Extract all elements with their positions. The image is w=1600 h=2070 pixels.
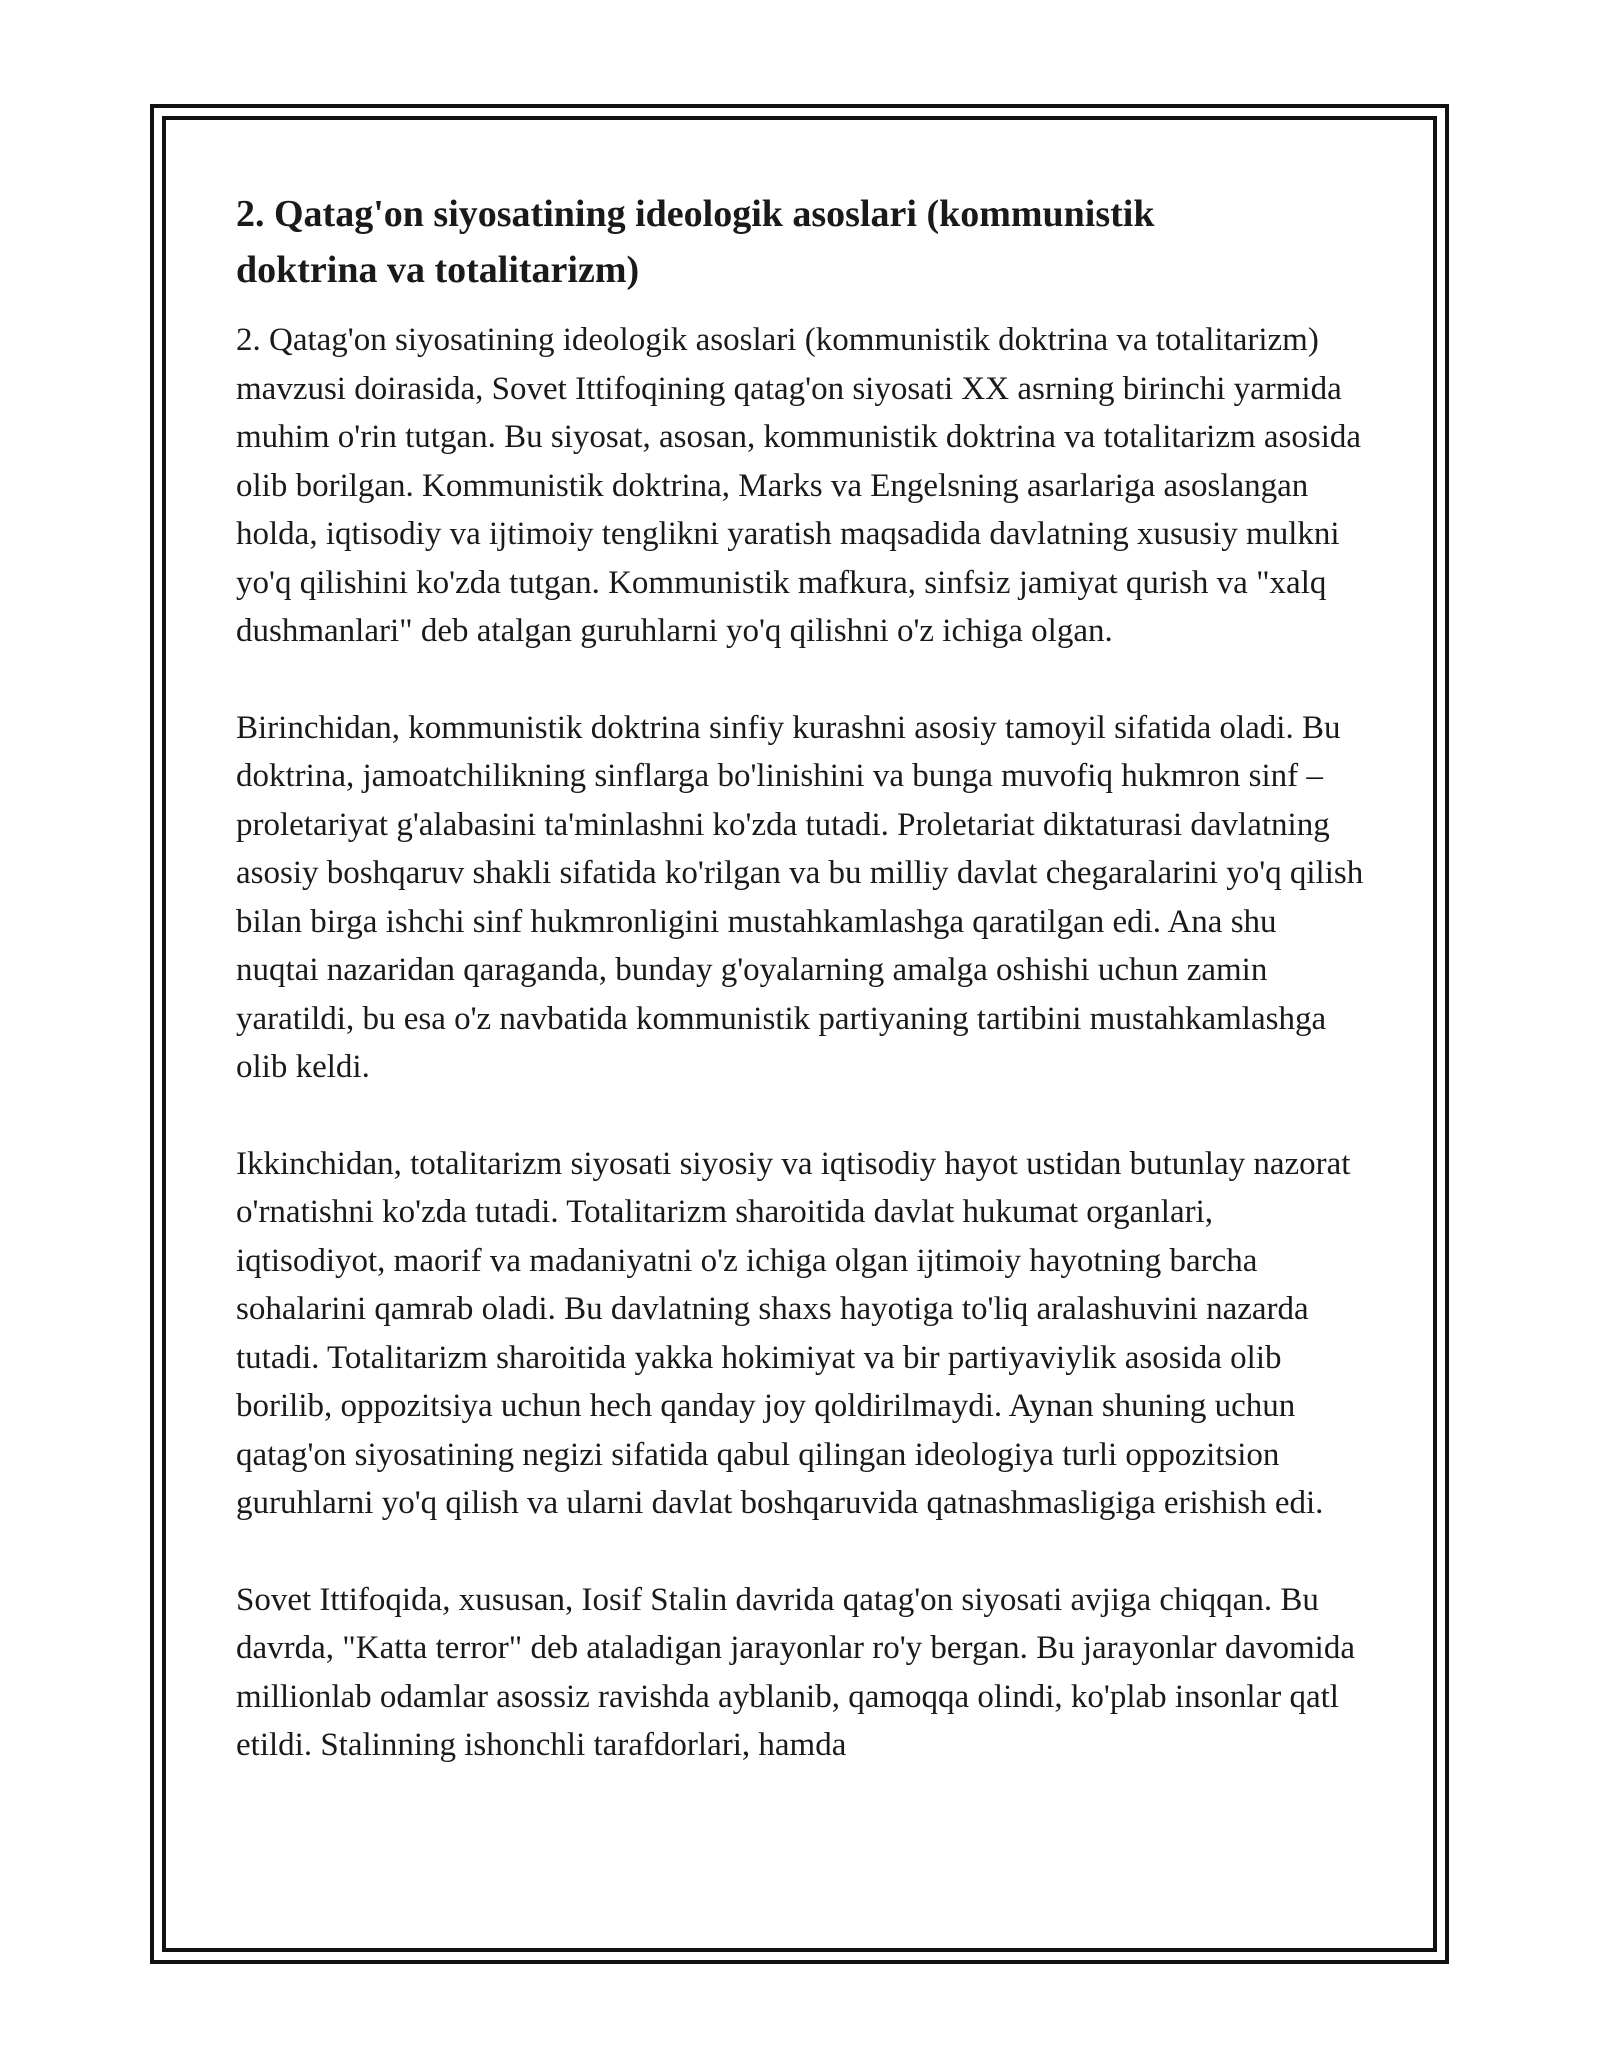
paragraph-stalin-era: Sovet Ittifoqida, xususan, Iosif Stalin davrida qatag'on siyosati avjiga chiqqan. Bu davrda, "Katta terror" deb ataladigan jarayonlar ro'y bergan. Bu jarayonlar davomida millionlab odamlar asossiz ravishda ayblanib, qamoqqa olindi, ko'plab insonlar qatl etildi. Stalinning ishonchli tarafdorlari, hamda: [236, 1581, 1355, 1763]
paragraph-second-point: Ikkinchidan, totalitarizm siyosati siyosiy va iqtisodiy hayot ustidan butunlay nazorat o'rnatishni ko'zda tutadi. Totalitarizm sharoitida davlat hukumat organlari, iqtisodiyot, maorif va madaniyatni o'z ichiga olgan ijtimoiy hayotning barcha sohalarini qamrab oladi. Bu davlatning shaxs hayotiga to'liq aralashuvini nazarda tutadi. Totalitarizm sharoitida yakka hokimiyat va bir partiyaviylik asosida olib borilib, oppozitsiya uchun hech qanday joy qoldirilmaydi. Aynan shuning uchun qatag'on siyosatining negizi sifatida qabul qilingan ideologiya turli oppozitsion guruhlarni yo'q qilish va ularni davlat boshqaruvida qatnashmasligiga erishish edi.: [236, 1145, 1351, 1521]
section-heading: 2. Qatag'on siyosatining ideologik asoslari (kommunistik doktrina va totalitarizm): [236, 193, 1155, 291]
document-body: [236, 186, 1366, 1818]
paragraph-first-point: Birinchidan, kommunistik doktrina sinfiy kurashni asosiy tamoyil sifatida oladi. Bu doktrina, jamoatchilikning sinflarga bo'linishini va bunga muvofiq hukmron sinf – proletariyat g'alabasini ta'minlashni ko'zda tutadi. Proletariat diktaturasi davlatning asosiy boshqaruv shakli sifatida ko'rilgan va bu milliy davlat chegaralarini yo'q qilish bilan birga ishchi sinf hukmronligini mustahkamlashga qaratilgan edi. Ana shu nuqtai nazaridan qaraganda, bunday g'oyalarning amalga oshishi uchun zamin yaratildi, bu esa o'z navbatida kommunistik partiyaning tartibini mustahkamlashga olib keldi.: [236, 709, 1364, 1085]
paragraph-intro: 2. Qatag'on siyosatining ideologik asoslari (kommunistik doktrina va totalitarizm) mavzusi doirasida, Sovet Ittifoqining qatag'on siyosati XX asrning birinchi yarmida muhim o'rin tutgan. Bu siyosat, asosan, kommunistik doktrina va totalitarizm asosida olib borilgan. Kommunistik doktrina, Marks va Engelsning asarlariga asoslangan holda, iqtisodiy va ijtimoiy tenglikni yaratish maqsadida davlatning xususiy mulkni yo'q qilishini ko'zda tutgan. Kommunistik mafkura, sinfsiz jamiyat qurish va "xalq dushmanlari" deb atalgan guruhlarni yo'q qilishni o'z ichiga olgan.: [236, 322, 1362, 649]
